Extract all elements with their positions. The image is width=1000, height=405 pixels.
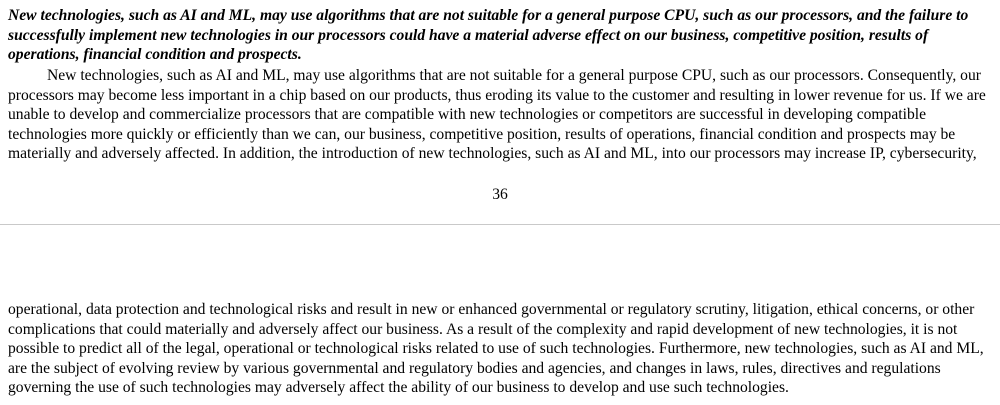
- page-break-divider: [0, 224, 1000, 300]
- risk-factor-paragraph: New technologies, such as AI and ML, may use algorithms that are not suitable for a general purpose CPU, such as our processors. Consequently, our processors may become less important in a chip based on our products, thus eroding its value to the customer and resulting in lower revenue for us. If we are unable to develop and commercialize processors that are compatible with new technologies or competitors are successful in developing compatible technologies more quickly or efficiently than we can, our business, competitive position, results of operations, financial condition and prospects may be materially and adversely affected. In addition, the introduction of new technologies, such as AI and ML, into our processors may increase IP, cybersecurity,: [8, 67, 986, 162]
- risk-factor-heading: New technologies, such as AI and ML, may use algorithms that are not suitable for a general purpose CPU, such as our processors, and the failure to successfully implement new technologies in our processors could have a material adverse effect on our business, competitive position, results of operations, financial condition and prospects.: [8, 7, 969, 63]
- page-number: 36: [492, 186, 508, 203]
- continued-paragraph: operational, data protection and technological risks and result in new or enhanced governmental or regulatory scrutiny, litigation, ethical concerns, or other complications that could materially and adversely affect our business. As a result of the complexity and rapid development of new technologies, it is not possible to predict all of the legal, operational or technological risks related to use of such technologies. Furthermore, new technologies, such as AI and ML, are the subject of evolving review by various governmental and regulatory bodies and agencies, and changes in laws, rules, directives and regulations governing the use of such technologies may adversely affect the ability of our business to develop and use such technologies.: [8, 301, 984, 396]
